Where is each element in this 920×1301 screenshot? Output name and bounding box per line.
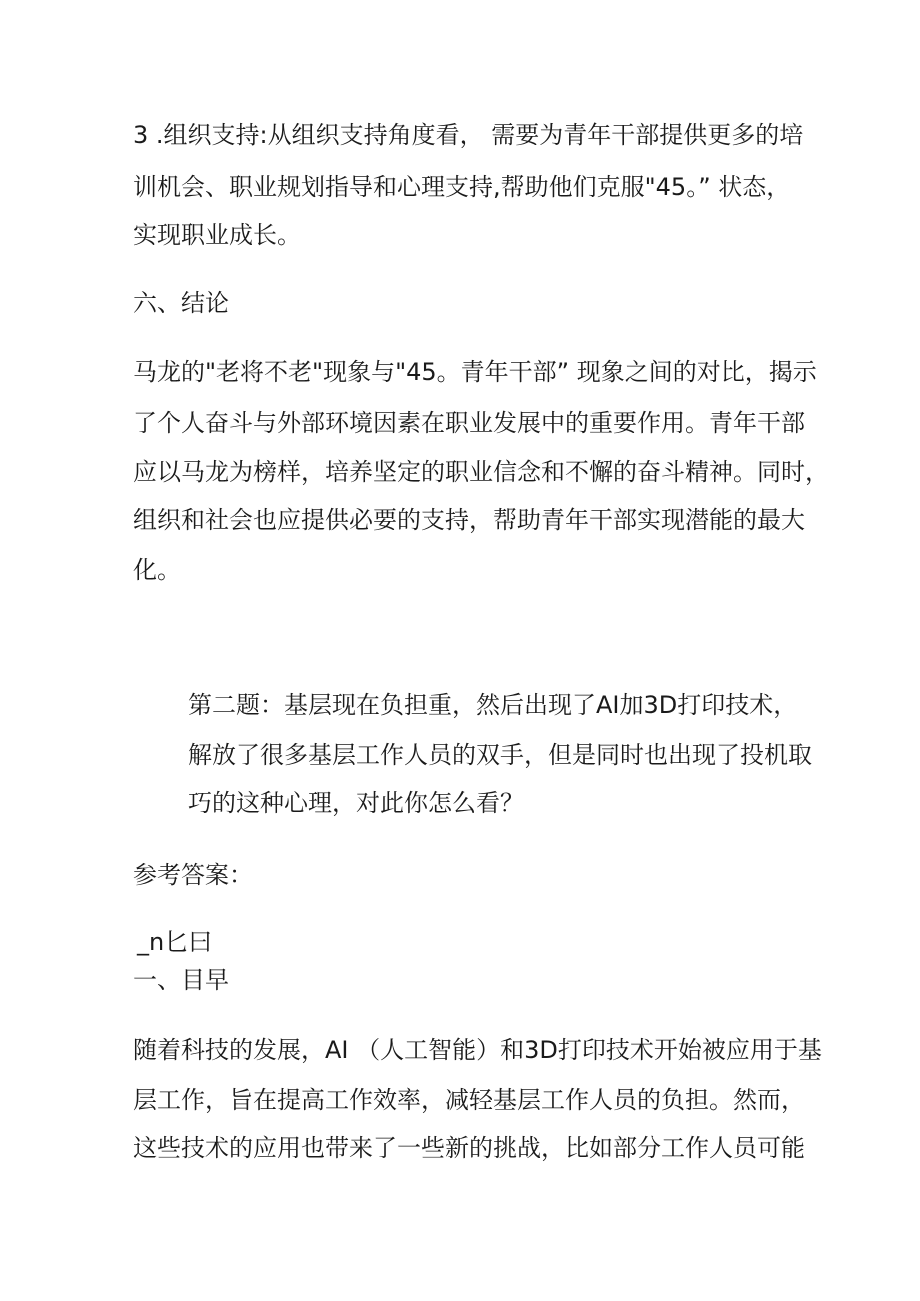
conclusion-heading: 六、结论	[133, 289, 229, 317]
org-support-line-1: 3 .组织支持:从组织支持角度看， 需要为青年干部提供更多的培	[133, 121, 804, 149]
conclusion-line-5: 化。	[133, 556, 181, 584]
org-support-line-2: 训机会、职业规划指导和心理支持,帮助他们克服"45。” 状态，	[133, 173, 791, 201]
conclusion-line-3: 应以马龙为榜样，培养坚定的职业信念和不懈的奋斗精神。同时，	[133, 458, 829, 486]
question-two-line-3: 巧的这种心理，对此你怎么看？	[188, 789, 524, 817]
question-two-line-2: 解放了很多基层工作人员的双手，但是同时也出现了投机取	[188, 741, 812, 769]
question-two-line-1: 第二题：基层现在负担重，然后出现了AI加3D打印技术，	[188, 691, 798, 719]
background-heading: 一、目早	[133, 966, 229, 994]
answer-line-1: 随着科技的发展，AI （人工智能）和3D打印技术开始被应用于基	[133, 1036, 822, 1064]
conclusion-line-4: 组织和社会也应提供必要的支持，帮助青年干部实现潜能的最大	[133, 506, 805, 534]
answer-line-2: 层工作，旨在提高工作效率，减轻基层工作人员的负担。然而，	[133, 1086, 805, 1114]
org-support-line-3: 实现职业成长。	[133, 221, 301, 249]
reference-answer-label: 参考答案：	[133, 861, 253, 889]
conclusion-line-2: 了个人奋斗与外部环境因素在职业发展中的重要作用。青年干部	[133, 409, 805, 437]
garbled-line: _n匕曰	[137, 928, 213, 956]
conclusion-line-1: 马龙的"老将不老"现象与"45。青年干部” 现象之间的对比，揭示	[133, 358, 817, 386]
answer-line-3: 这些技术的应用也带来了一些新的挑战，比如部分工作人员可能	[133, 1134, 805, 1162]
